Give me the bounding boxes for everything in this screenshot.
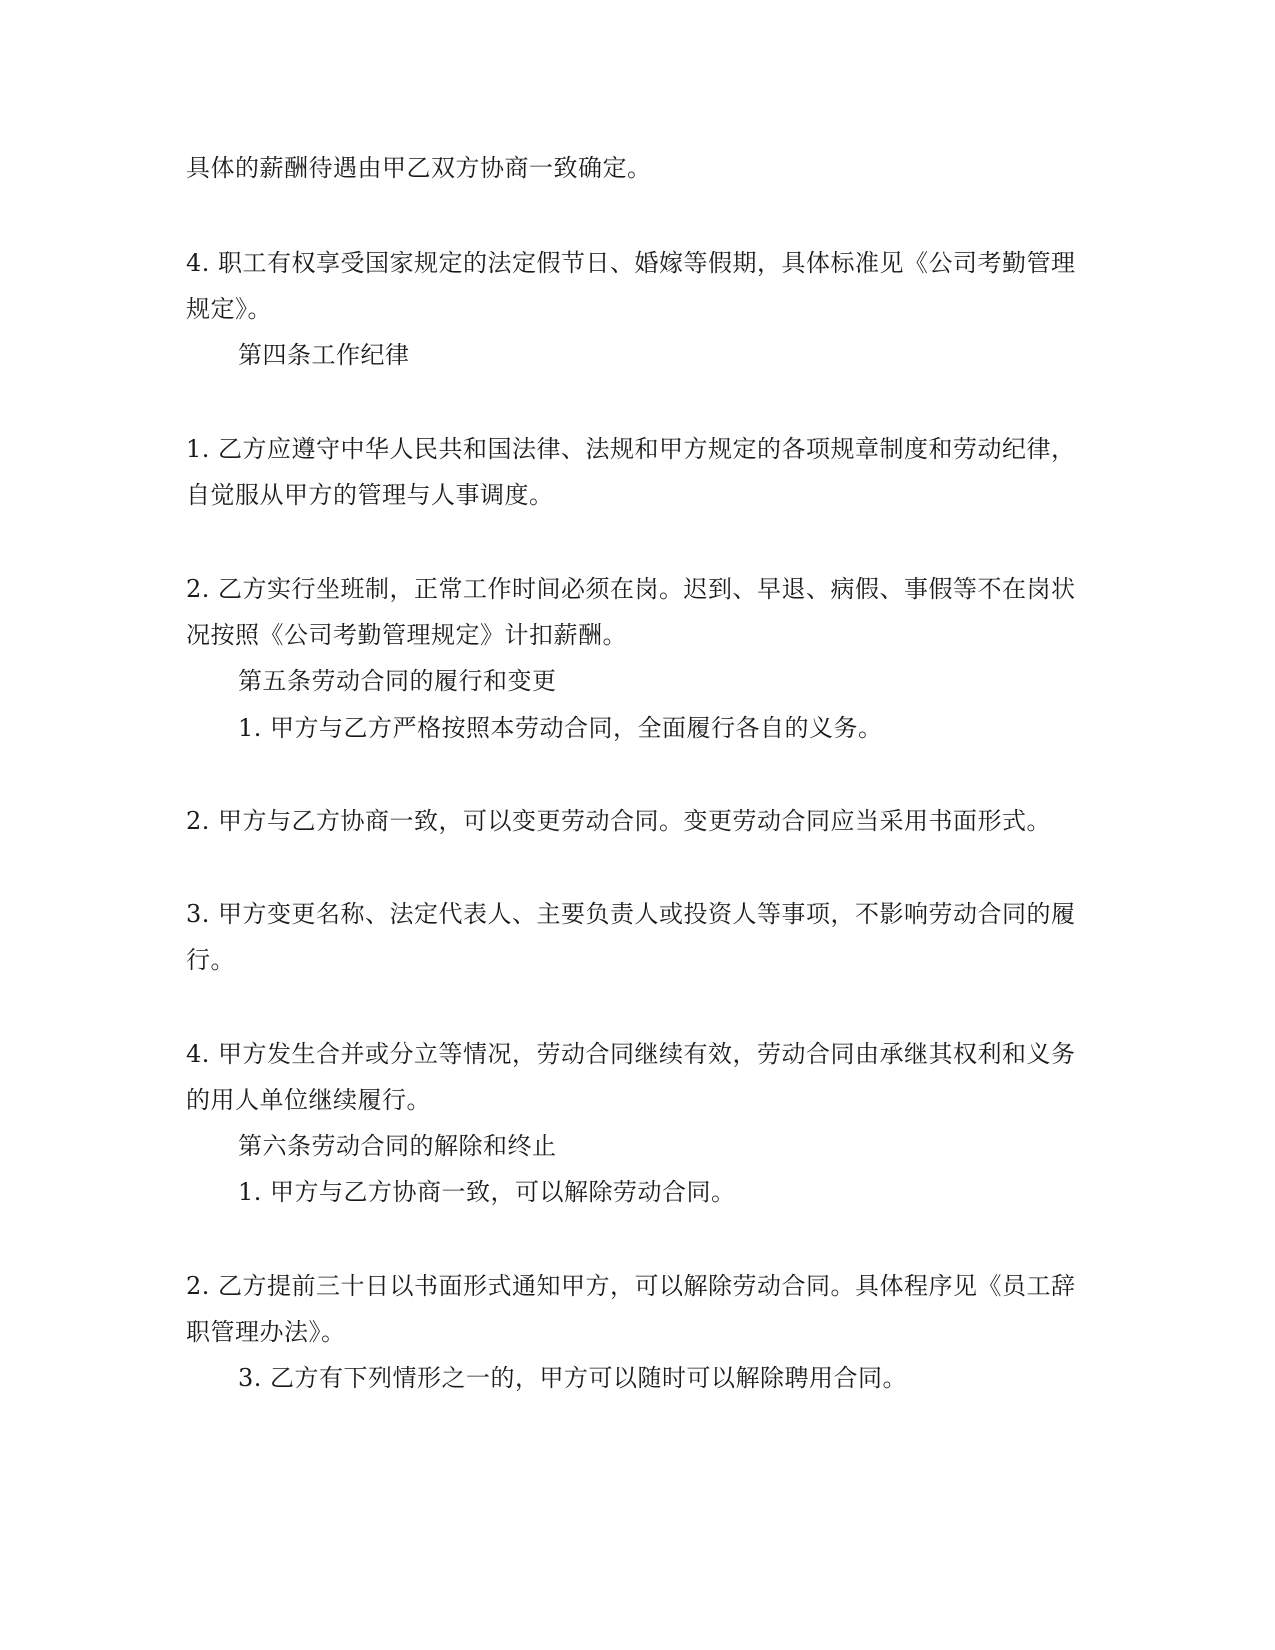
text-line: 4. 职工有权享受国家规定的法定假节日、婚嫁等假期，具体标准见《公司考勤管理 bbox=[186, 249, 1076, 277]
text-line: 的用人单位继续履行。 bbox=[186, 1086, 431, 1114]
section-heading: 第五条劳动合同的履行和变更 bbox=[238, 667, 557, 695]
text-line: 2. 乙方提前三十日以书面形式通知甲方，可以解除劳动合同。具体程序见《员工辞 bbox=[186, 1272, 1076, 1300]
text-line: 2. 甲方与乙方协商一致，可以变更劳动合同。变更劳动合同应当采用书面形式。 bbox=[186, 807, 1052, 835]
text-line: 3. 甲方变更名称、法定代表人、主要负责人或投资人等事项，不影响劳动合同的履 bbox=[186, 900, 1076, 928]
text-line: 自觉服从甲方的管理与人事调度。 bbox=[186, 481, 554, 509]
text-line: 行。 bbox=[186, 946, 235, 974]
section-heading: 第六条劳动合同的解除和终止 bbox=[238, 1132, 557, 1160]
text-line: 况按照《公司考勤管理规定》计扣薪酬。 bbox=[186, 621, 627, 649]
text-line: 3. 乙方有下列情形之一的，甲方可以随时可以解除聘用合同。 bbox=[238, 1364, 908, 1392]
text-line: 1. 甲方与乙方协商一致，可以解除劳动合同。 bbox=[238, 1178, 736, 1206]
text-line: 规定》。 bbox=[186, 295, 272, 323]
text-line: 1. 乙方应遵守中华人民共和国法律、法规和甲方规定的各项规章制度和劳动纪律， bbox=[186, 435, 1076, 463]
text-line: 1. 甲方与乙方严格按照本劳动合同，全面履行各自的义务。 bbox=[238, 714, 883, 742]
text-line: 2. 乙方实行坐班制，正常工作时间必须在岗。迟到、早退、病假、事假等不在岗状 bbox=[186, 575, 1076, 603]
text-line: 4. 甲方发生合并或分立等情况，劳动合同继续有效，劳动合同由承继其权利和义务 bbox=[186, 1040, 1076, 1068]
text-line: 具体的薪酬待遇由甲乙双方协商一致确定。 bbox=[186, 154, 652, 182]
text-line: 职管理办法》。 bbox=[186, 1318, 346, 1346]
section-heading: 第四条工作纪律 bbox=[238, 341, 410, 369]
